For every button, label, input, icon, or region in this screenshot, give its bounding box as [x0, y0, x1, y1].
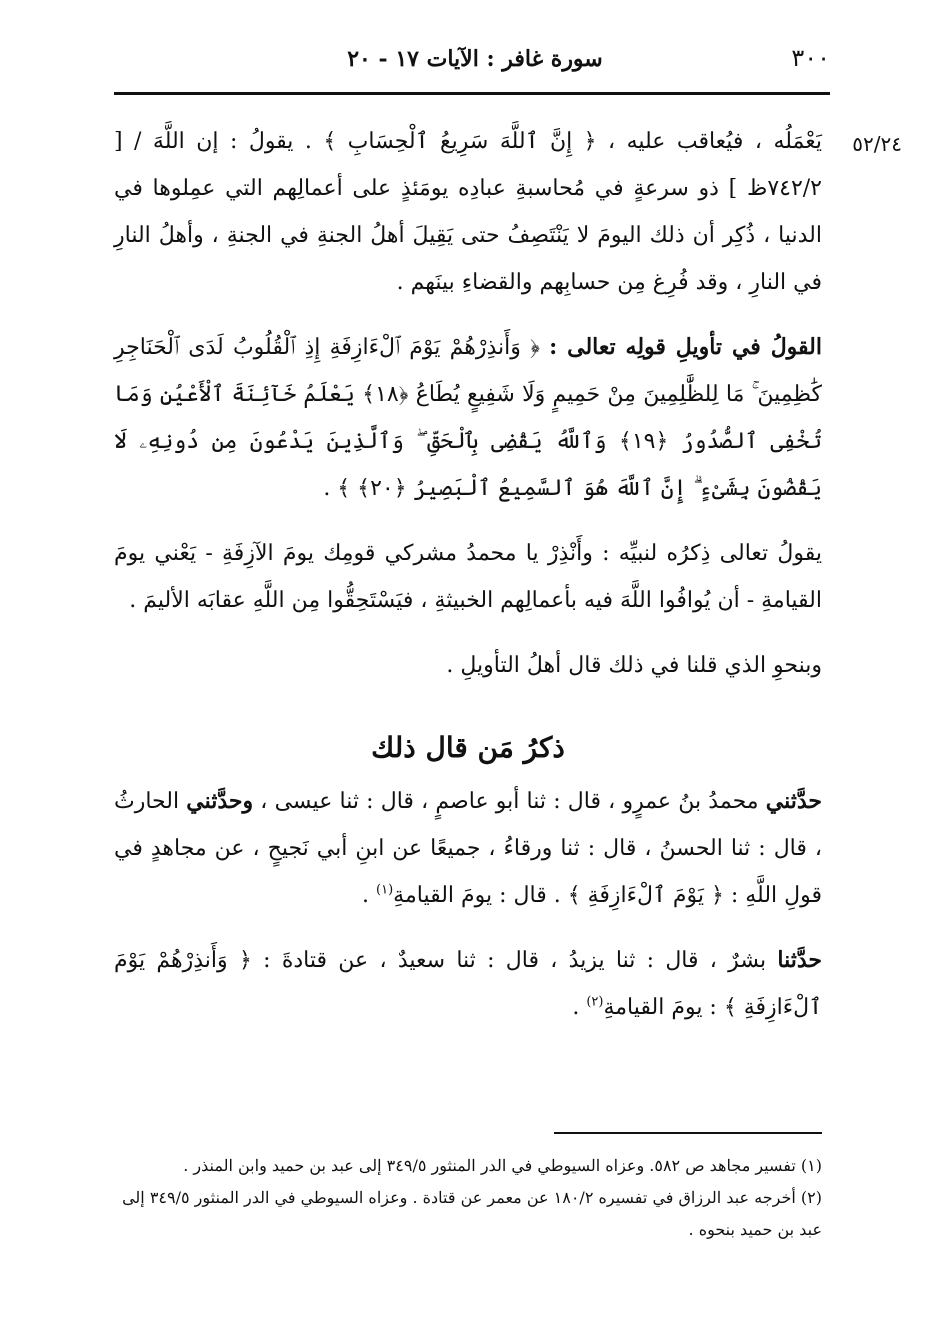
- section-heading: ذكرُ مَن قال ذلك: [371, 731, 565, 764]
- narration-1-lead: حدَّثني: [765, 788, 822, 814]
- footnotes: [114, 1150, 822, 1246]
- main-text: [114, 118, 822, 1031]
- footnote-2: (٢) أخرجه عبد الرزاق في تفسيره ١٨٠/٢ عن معمر عن قتادة . وعزاه السيوطي في الدر المنثور ٣٤٩/٥ إلى عبد بن حميد بنحوه .: [122, 1188, 822, 1239]
- footnote-mark-1: (١): [376, 882, 394, 898]
- narration-2-lead: حدَّثنا: [777, 947, 822, 973]
- narration-1-text-b: الحارثُ ، قال : ثنا الحسنُ ، قال : ثنا ورقاءُ ، جميعًا عن ابنِ أبي نَجيحٍ ، عن مجاهدٍ في قولِ اللَّهِ : ﴿ يَوْمَ ٱلْءَازِفَةِ ﴾ . قال : يومَ القيامةِ: [114, 789, 822, 908]
- footnote-1: (١) تفسير مجاهد ص ٥٨٢. وعزاه السيوطي في الدر المنثور ٣٤٩/٥ إلى عبد بن حميد وابن المنذر .: [183, 1156, 822, 1175]
- paragraph-3-text: يقولُ تعالى ذِكرُه لنبيِّه : وأَنْذِرْ يا محمدُ مشركي قومِك يومَ الآزِفَةِ - يَعْني يومَ القيامةِ - أن يُوافُوا اللَّهَ فيه بأعمالِهم الخبيثةِ ، فيَسْتَحِقُّوا مِن اللَّهِ عقابَه الأليمَ .: [114, 541, 822, 613]
- page-number: ٣٠٠: [791, 44, 830, 72]
- narration-2: [114, 937, 822, 1031]
- narration-1-text-a: محمدُ بنُ عمرٍو ، قال : ثنا أبو عاصمٍ ، قال : ثنا عيسى ،: [253, 789, 759, 814]
- paragraph-2: [114, 324, 822, 512]
- running-title: سورة غافر : الآيات ١٧ - ٢٠: [347, 46, 603, 72]
- narration-2-tail: .: [572, 995, 587, 1020]
- paragraph-4: [114, 642, 822, 689]
- paragraph-3: [114, 530, 822, 624]
- footnote-divider: [554, 1132, 822, 1134]
- footnote-mark-2: (٢): [586, 994, 604, 1010]
- page-header: [120, 40, 830, 80]
- header-divider: [114, 92, 830, 95]
- paragraph-1: [114, 118, 822, 306]
- paragraph-2-lead: القولُ في تأويلِ قولِه تعالى :: [549, 334, 822, 360]
- narration-1: [114, 778, 822, 919]
- narration-1-lead-b: وحدَّثني: [186, 788, 254, 814]
- narration-1-tail: .: [362, 883, 377, 908]
- margin-reference: ٥٢/٢٤: [852, 132, 902, 156]
- quran-verses: ﴿ وَأَنذِرْهُمْ يَوْمَ ٱلْءَازِفَةِ إِذِ ٱلْقُلُوبُ لَدَى ٱلْحَنَاجِرِ كَٰظِمِينَ ۚ مَا لِلظَّٰلِمِينَ مِنْ حَمِيمٍ وَلَا شَفِيعٍ يُطَاعُ ﴿١٨﴾ يَعْلَمُ خَآئِنَةَ ٱلْأَعْيُنِ وَمَا تُخْفِى ٱلصُّدُورُ ﴿١٩﴾ وَٱللَّهُ يَقْضِى بِٱلْحَقِّ ۖ وَٱلَّذِينَ يَدْعُونَ مِن دُونِهِۦ لَا يَقْضُونَ بِشَىْءٍ ۗ إِنَّ ٱللَّهَ هُوَ ٱلسَّمِيعُ ٱلْبَصِيرُ ﴿٢٠﴾ ﴾ .: [114, 335, 822, 501]
- paragraph-4-text: وبنحوِ الذي قلنا في ذلك قال أهلُ التأويلِ .: [446, 653, 822, 678]
- narration-2-text: بشرٌ ، قال : ثنا يزيدُ ، قال : ثنا سعيدٌ ، عن قتادةَ : ﴿ وَأَنذِرْهُمْ يَوْمَ ٱلْءَازِفَةِ ﴾ : يومَ القيامةِ: [114, 948, 822, 1020]
- paragraph-1-text: يَعْمَلُه ، فيُعاقب عليه ، ﴿ إِنَّ ٱللَّهَ سَرِيعُ ٱلْحِسَابِ ﴾ . يقولُ : إن اللَّهَ / [ ٧٤٢/٢ظ ] ذو سرعةٍ في مُحاسبةِ عبادِه يومَئذٍ على أعمالِهم التي عمِلوها في الدنيا ، ذُكِر أن ذلك اليومَ لا يَنْتَصِفُ حتى يَقِيلَ أهلُ الجنةِ في الجنةِ ، وأهلُ النارِ في النارِ ، وقد فُرِغ مِن حسابِهم والقضاءِ بينَهم .: [114, 129, 822, 295]
